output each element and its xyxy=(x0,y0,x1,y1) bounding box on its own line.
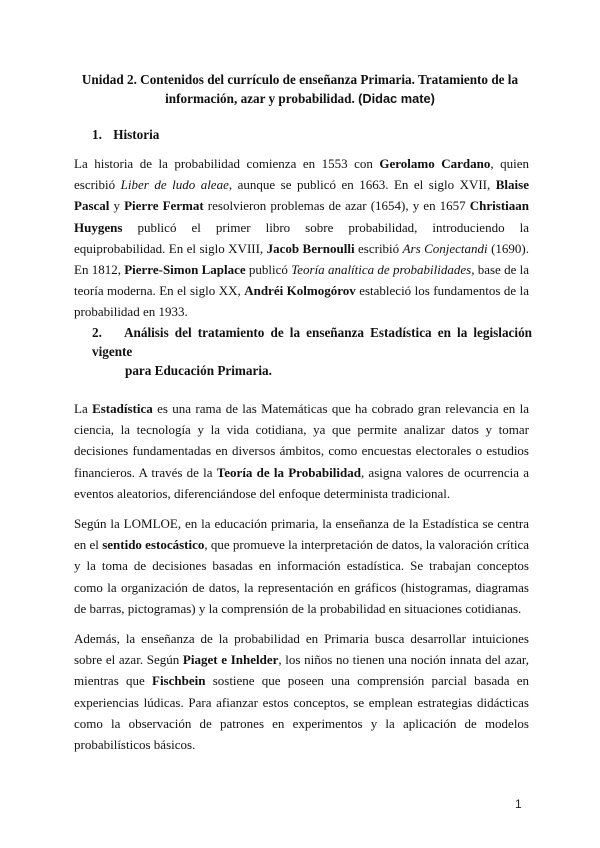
bold-term: Teoría de la Probabilidad xyxy=(216,464,361,480)
section-1-number: 1. xyxy=(92,127,102,142)
text-run: y xyxy=(109,198,125,214)
section-2-number: 2. xyxy=(92,325,102,340)
section-2-paragraph-2 xyxy=(74,513,529,619)
text-run: publicó xyxy=(245,262,292,278)
bold-term: Andréi Kolmogórov xyxy=(244,283,356,299)
text-run: , quien escribió xyxy=(74,156,530,193)
section-2-heading xyxy=(92,323,532,380)
section-2-title-line2: para Educación Primaria. xyxy=(125,363,272,378)
text-run: escribió xyxy=(354,240,403,256)
text-run: estableció los fundamentos de la probabilidad en 1933. xyxy=(74,283,529,320)
text-run: sostiene que poseen una comprensión parcial basada en experiencias lúdicas. Para afianzar estos conceptos, se emplean estrategias didácticas como la observación de patrones en experimentos y la aplicación de modelos probabilísticos básicos. xyxy=(74,673,529,753)
document-title xyxy=(80,70,520,108)
italic-title: Ars Conjectandi xyxy=(402,240,488,256)
title-text: Unidad 2. Contenidos del currículo de enseñanza Primaria. Tratamiento de la información, azar y probabilidad. xyxy=(81,72,519,106)
bold-term: Piaget e Inhelder xyxy=(182,652,279,668)
text-run: , asigna valores de ocurrencia a eventos aleatorios, diferenciándose del enfoque determinista tradicional. xyxy=(74,464,529,501)
italic-title: Liber de ludo aleae xyxy=(120,177,229,193)
section-1-title: Historia xyxy=(113,127,160,142)
bold-term: Christiaan Huygens xyxy=(74,198,529,235)
title-reference: (Didac mate) xyxy=(358,91,435,106)
section-2-paragraph-3 xyxy=(74,628,529,755)
italic-title: Teoría analítica de probabilidades xyxy=(291,262,472,278)
text-run: es una rama de las Matemáticas que ha cobrado gran relevancia en la ciencia, la tecnología y la vida cotidiana, ya que permite analizar datos y tomar decisiones fundamentadas en diversos ámbitos, como encuestas electorales o estudios financieros. A través de la xyxy=(74,401,529,480)
text-run: Además, la enseñanza de la probabilidad en Primaria busca desarrollar intuiciones sobre el azar. Según xyxy=(74,631,529,668)
text-run: , que promueve la interpretación de datos, la valoración crítica y la toma de decisiones basadas en información estadística. Se trabajan conceptos como la organización de datos, la representación en gráficos (histogramas, diagramas de barras, pictogramas) y la comprensión de la probabilidad en situaciones cotidianas. xyxy=(74,537,530,616)
bold-term: Jacob Bernoulli xyxy=(266,240,355,256)
bold-term: Gerolamo Cardano xyxy=(379,156,491,171)
bold-term: Pierre-Simon Laplace xyxy=(124,262,246,278)
section-1-heading xyxy=(92,125,159,144)
text-run: , los niños no tienen una noción innata del azar, mientras que xyxy=(74,652,529,689)
text-run: La historia de la probabilidad comienza en 1553 con xyxy=(74,156,380,171)
text-run: (1690). En 1812, xyxy=(74,240,529,278)
text-run: , aunque se publicó en 1663. En el siglo XVII, xyxy=(228,177,496,193)
bold-term: Blaise Pascal xyxy=(74,177,529,214)
bold-term: Estadística xyxy=(92,401,153,416)
bold-term: Fischbein xyxy=(152,673,206,689)
bold-term: Pierre Fermat xyxy=(124,198,204,214)
section-2-title-line1: Análisis del tratamiento de la enseñanza Estadística en la legislación vigente xyxy=(92,325,532,359)
text-run: publicó el primer libro sobre probabilidad, introduciendo la equiprobabilidad. En el siglo XVIII, xyxy=(74,219,529,256)
text-run: , base de la teoría moderna. En el siglo XX, xyxy=(74,262,529,299)
bold-term: sentido estocástico xyxy=(102,537,205,553)
section-2-paragraph-1 xyxy=(74,398,529,504)
text-run: Según la LOMLOE, en la educación primaria, la enseñanza de la Estadística se centra en el xyxy=(74,516,529,553)
text-run: La xyxy=(74,401,93,416)
page-number: 1 xyxy=(515,797,522,811)
text-run: resolvieron problemas de azar (1654), y en 1657 xyxy=(203,198,470,214)
section-1-paragraph xyxy=(74,153,529,323)
